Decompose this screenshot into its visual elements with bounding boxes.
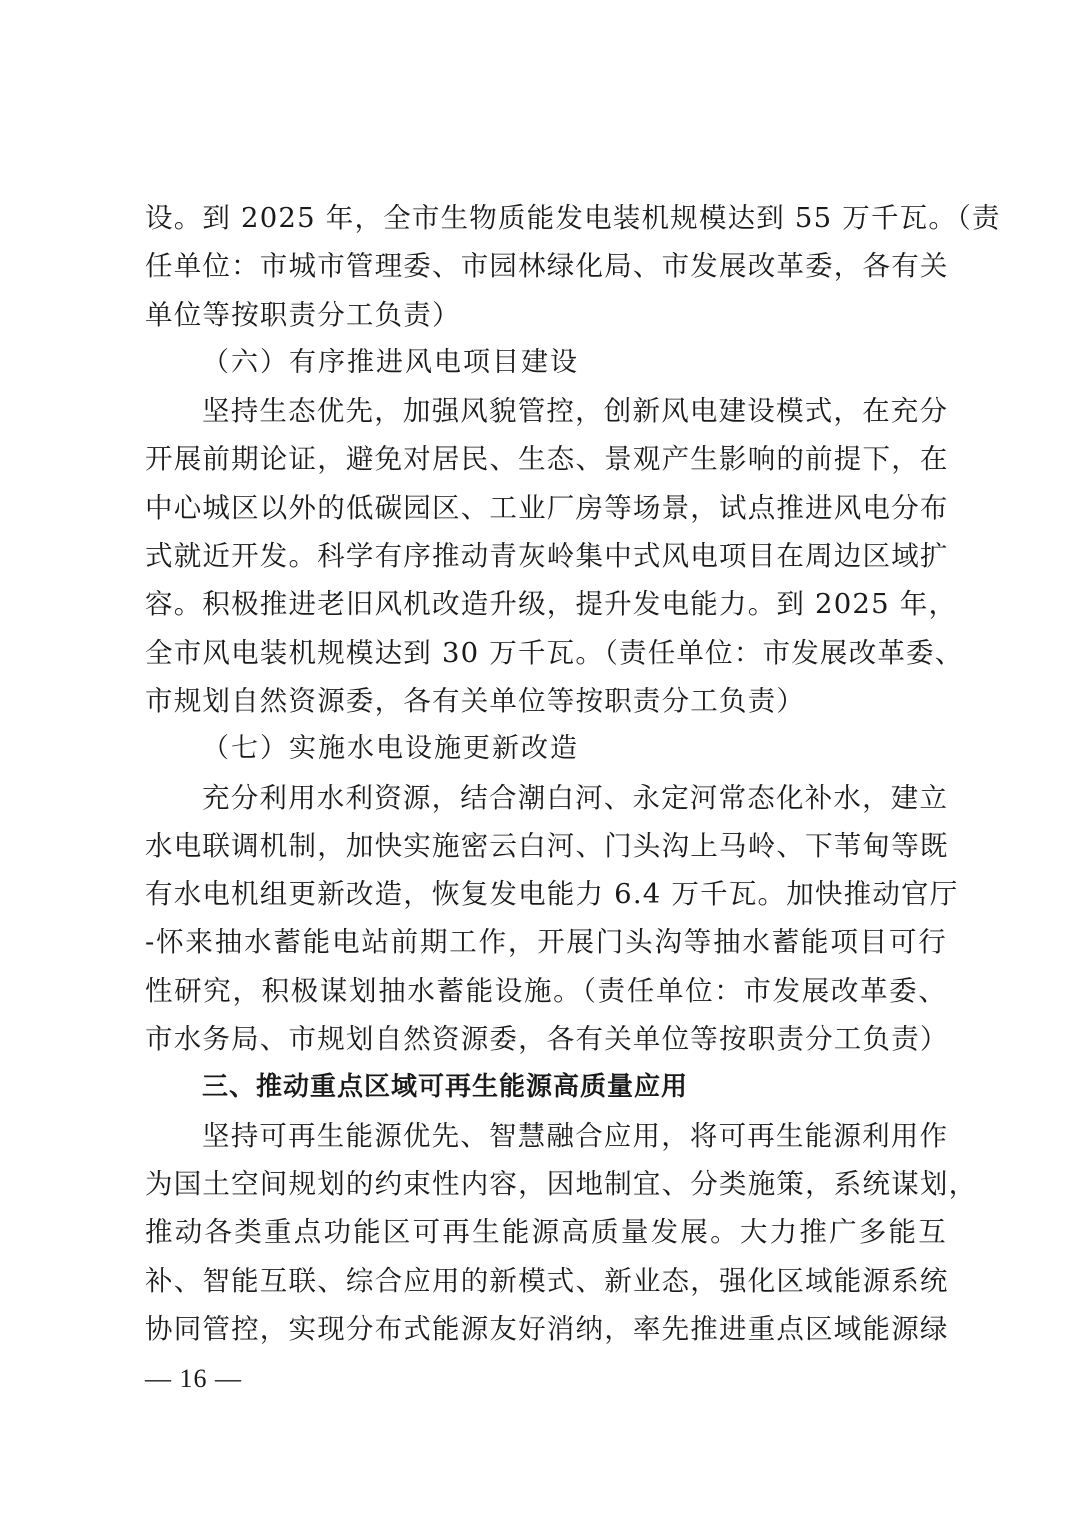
paragraph-line: 为国土空间规划的约束性内容，因地制宜、分类施策，系统谋划， xyxy=(145,1167,978,1200)
subheading-seven: （七）实施水电设施更新改造 xyxy=(202,733,579,765)
page-number: — 16 — xyxy=(145,1364,242,1393)
paragraph-line: 市规划自然资源委，各有关单位等按职责分工负责） xyxy=(145,684,806,717)
paragraph-line: 水电联调机制，加快实施密云白河、门头沟上马岭、下苇甸等既 xyxy=(145,829,949,862)
paragraph-line: 单位等按职责分工负责） xyxy=(145,298,461,331)
paragraph-line: 坚持生态优先，加强风貌管控，创新风电建设模式，在充分 xyxy=(202,395,949,428)
document-page xyxy=(145,194,1001,1353)
paragraph-line: 中心城区以外的低碳园区、工业厂房等场景，试点推进风电分布 xyxy=(145,491,949,524)
paragraph-line: -怀来抽水蓄能电站前期工作，开展门头沟等抽水蓄能项目可行 xyxy=(145,926,947,959)
paragraph-line: 协同管控，实现分布式能源友好消纳，率先推进重点区域能源绿 xyxy=(145,1312,949,1345)
paragraph-line: 设。到 2025 年，全市生物质能发电装机规模达到 55 万千瓦。（责 xyxy=(145,202,1001,234)
paragraph-line: 性研究，积极谋划抽水蓄能设施。（责任单位：市发展改革委、 xyxy=(145,974,947,1007)
paragraph-line: 充分利用水利资源，结合潮白河、永定河常态化补水，建立 xyxy=(202,781,949,814)
paragraph-line: 式就近开发。科学有序推动青灰岭集中式风电项目在周边区域扩 xyxy=(145,540,949,573)
section-heading-three: 三、推动重点区域可再生能源高质量应用 xyxy=(202,1072,689,1103)
paragraph-line: 容。积极推进老旧风机改造升级，提升发电能力。到 2025 年， xyxy=(145,588,958,621)
paragraph-line: 任单位：市城市管理委、市园林绿化局、市发展改革委，各有关 xyxy=(145,250,949,283)
subheading-six: （六）有序推进风电项目建设 xyxy=(202,346,579,378)
paragraph-line: 补、智能互联、综合应用的新模式、新业态，强化区域能源系统 xyxy=(145,1264,949,1297)
paragraph-line: 坚持可再生能源优先、智慧融合应用，将可再生能源利用作 xyxy=(202,1119,949,1152)
paragraph-line: 开展前期论证，避免对居民、生态、景观产生影响的前提下，在 xyxy=(145,443,949,476)
paragraph-line: 有水电机组更新改造，恢复发电能力 6.4 万千瓦。加快推动官厅 xyxy=(145,878,959,911)
paragraph-line: 推动各类重点功能区可再生能源高质量发展。大力推广多能互 xyxy=(145,1216,947,1249)
paragraph-line: 市水务局、市规划自然资源委，各有关单位等按职责分工负责） xyxy=(145,1023,949,1056)
paragraph-line: 全市风电装机规模达到 30 万千瓦。（责任单位：市发展改革委、 xyxy=(145,636,964,669)
